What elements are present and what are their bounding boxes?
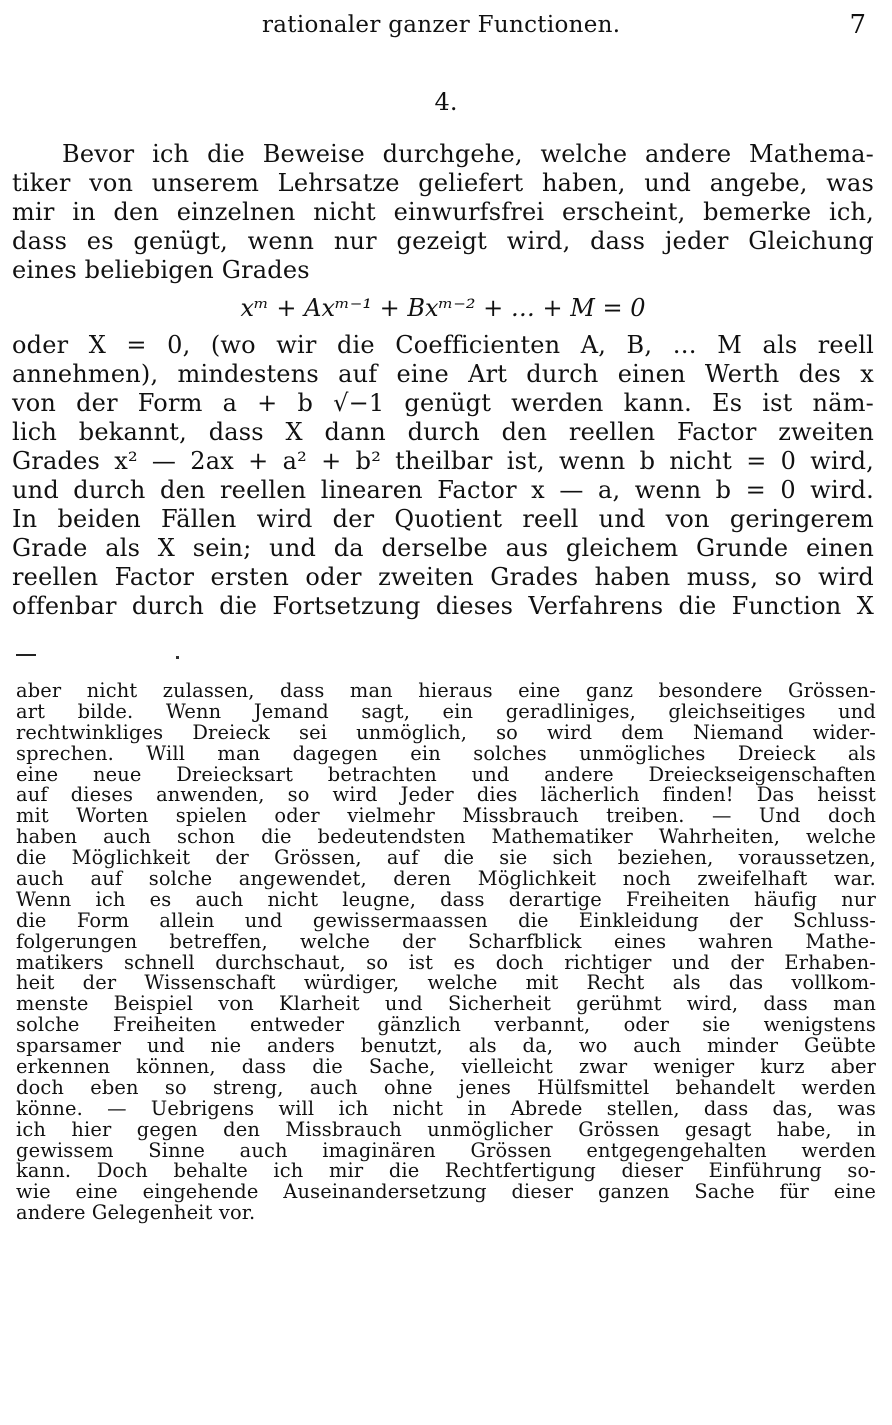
main-text-line: oder X = 0, (wo wir die Coefficienten A, B, … M als reell bbox=[12, 331, 874, 359]
footnote-line: eine neue Dreiecksart betrachten und andere Dreieckseigenschaften bbox=[16, 762, 876, 786]
footnote-line: ich hier gegen den Missbrauch unmöglicher Grössen gesagt habe, in bbox=[16, 1117, 876, 1141]
main-text-line: von der Form a + b √−1 genügt werden kann. Es ist näm- bbox=[12, 389, 874, 417]
main-text-line: offenbar durch die Fortsetzung dieses Verfahrens die Function X bbox=[12, 592, 874, 620]
main-text-line: reellen Factor ersten oder zweiten Grades haben muss, so wird bbox=[12, 563, 874, 591]
footnote-line: auch auf solche angewendet, deren Möglichkeit noch zweifelhaft war. bbox=[16, 867, 876, 891]
footnote-line: solche Freiheiten entweder gänzlich verbannt, oder sie wenigstens bbox=[16, 1013, 876, 1037]
running-head: rationaler ganzer Functionen. bbox=[262, 12, 621, 38]
footnote-rule bbox=[16, 654, 36, 656]
print-speck bbox=[176, 656, 179, 659]
footnote-line: sprechen. Will man dagegen ein solches unmögliches Dreieck als bbox=[16, 741, 876, 765]
main-text-line: In beiden Fällen wird der Quotient reell und von geringerem bbox=[12, 505, 874, 533]
footnote bbox=[16, 681, 876, 1224]
footnote-line: kann. Doch behalte ich mir die Rechtfertigung dieser Einführung so- bbox=[16, 1159, 876, 1183]
footnote-line: die Möglichkeit der Grössen, auf die sie sich beziehen, voraussetzen, bbox=[16, 846, 876, 870]
main-text-line: und durch den reellen linearen Factor x — a, wenn b = 0 wird. bbox=[12, 476, 874, 504]
footnote-line: doch eben so streng, auch ohne jenes Hülfsmittel behandelt werden bbox=[16, 1075, 876, 1099]
main-text-line: annehmen), mindestens auf eine Art durch einen Werth des x bbox=[12, 360, 874, 388]
footnote-line: wie eine eingehende Auseinandersetzung dieser ganzen Sache für eine bbox=[16, 1180, 876, 1204]
footnote-line: art bilde. Wenn Jemand sagt, ein geradliniges, gleichseitiges und bbox=[16, 699, 876, 723]
section-number: 4. bbox=[434, 88, 458, 116]
footnote-line: andere Gelegenheit vor. bbox=[16, 1201, 256, 1225]
footnote-line: gewissem Sinne auch imaginären Grössen entgegengehalten werden bbox=[16, 1138, 876, 1162]
footnote-line: matikers schnell durchschaut, so ist es doch richtiger und der Erhaben- bbox=[16, 950, 876, 974]
footnote-line: folgerungen betreffen, welche der Scharfblick eines wahren Mathe- bbox=[16, 929, 876, 953]
footnote-line: auf dieses anwenden, so wird Jeder dies lächerlich finden! Das heisst bbox=[16, 783, 876, 807]
main-text-line: dass es genügt, wenn nur gezeigt wird, dass jeder Gleichung bbox=[12, 227, 874, 255]
footnote-line: könne. — Uebrigens will ich nicht in Abrede stellen, dass das, was bbox=[16, 1096, 876, 1120]
footnote-line: aber nicht zulassen, dass man hieraus eine ganz besondere Grössen- bbox=[16, 679, 876, 702]
main-text bbox=[12, 140, 874, 621]
main-text-line: eines beliebigen Grades bbox=[12, 256, 310, 284]
footnote-line: sparsamer und nie anders benutzt, als da, wo auch minder Geübte bbox=[16, 1034, 876, 1058]
main-text-line: Grade als X sein; und da derselbe aus gleichem Grunde einen bbox=[12, 534, 874, 562]
footnote-line: haben auch schon die bedeutendsten Mathematiker Wahrheiten, welche bbox=[16, 825, 876, 849]
footnote-line: die Form allein und gewissermaassen die Einkleidung der Schluss- bbox=[16, 908, 876, 932]
page-number: 7 bbox=[849, 10, 866, 40]
footnote-line: menste Beispiel von Klarheit und Sicherheit gerühmt wird, dass man bbox=[16, 992, 876, 1016]
polynomial-equation: xᵐ + Axᵐ⁻¹ + Bxᵐ⁻² + … + M = 0 bbox=[240, 294, 646, 322]
main-text-line: mir in den einzelnen nicht einwurfsfrei erscheint, bemerke ich, bbox=[12, 198, 874, 226]
main-text-line: Bevor ich die Beweise durchgehe, welche andere Mathema- bbox=[62, 140, 874, 168]
main-text-line: Grades x² — 2ax + a² + b² theilbar ist, wenn b nicht = 0 wird, bbox=[12, 447, 874, 475]
footnote-line: erkennen können, dass die Sache, vielleicht zwar weniger kurz aber bbox=[16, 1055, 876, 1079]
footnote-line: mit Worten spielen oder vielmehr Missbrauch treiben. — Und doch bbox=[16, 804, 876, 828]
footnote-line: heit der Wissenschaft würdiger, welche mit Recht als das vollkom- bbox=[16, 971, 876, 995]
main-text-line: tiker von unserem Lehrsatze geliefert haben, und angebe, was bbox=[12, 169, 874, 197]
main-text-line: lich bekannt, dass X dann durch den reellen Factor zweiten bbox=[12, 418, 874, 446]
footnote-line: Wenn ich es auch nicht leugne, dass derartige Freiheiten häufig nur bbox=[16, 887, 876, 911]
footnote-line: rechtwinkliges Dreieck sei unmöglich, so wird dem Niemand wider- bbox=[16, 720, 876, 744]
